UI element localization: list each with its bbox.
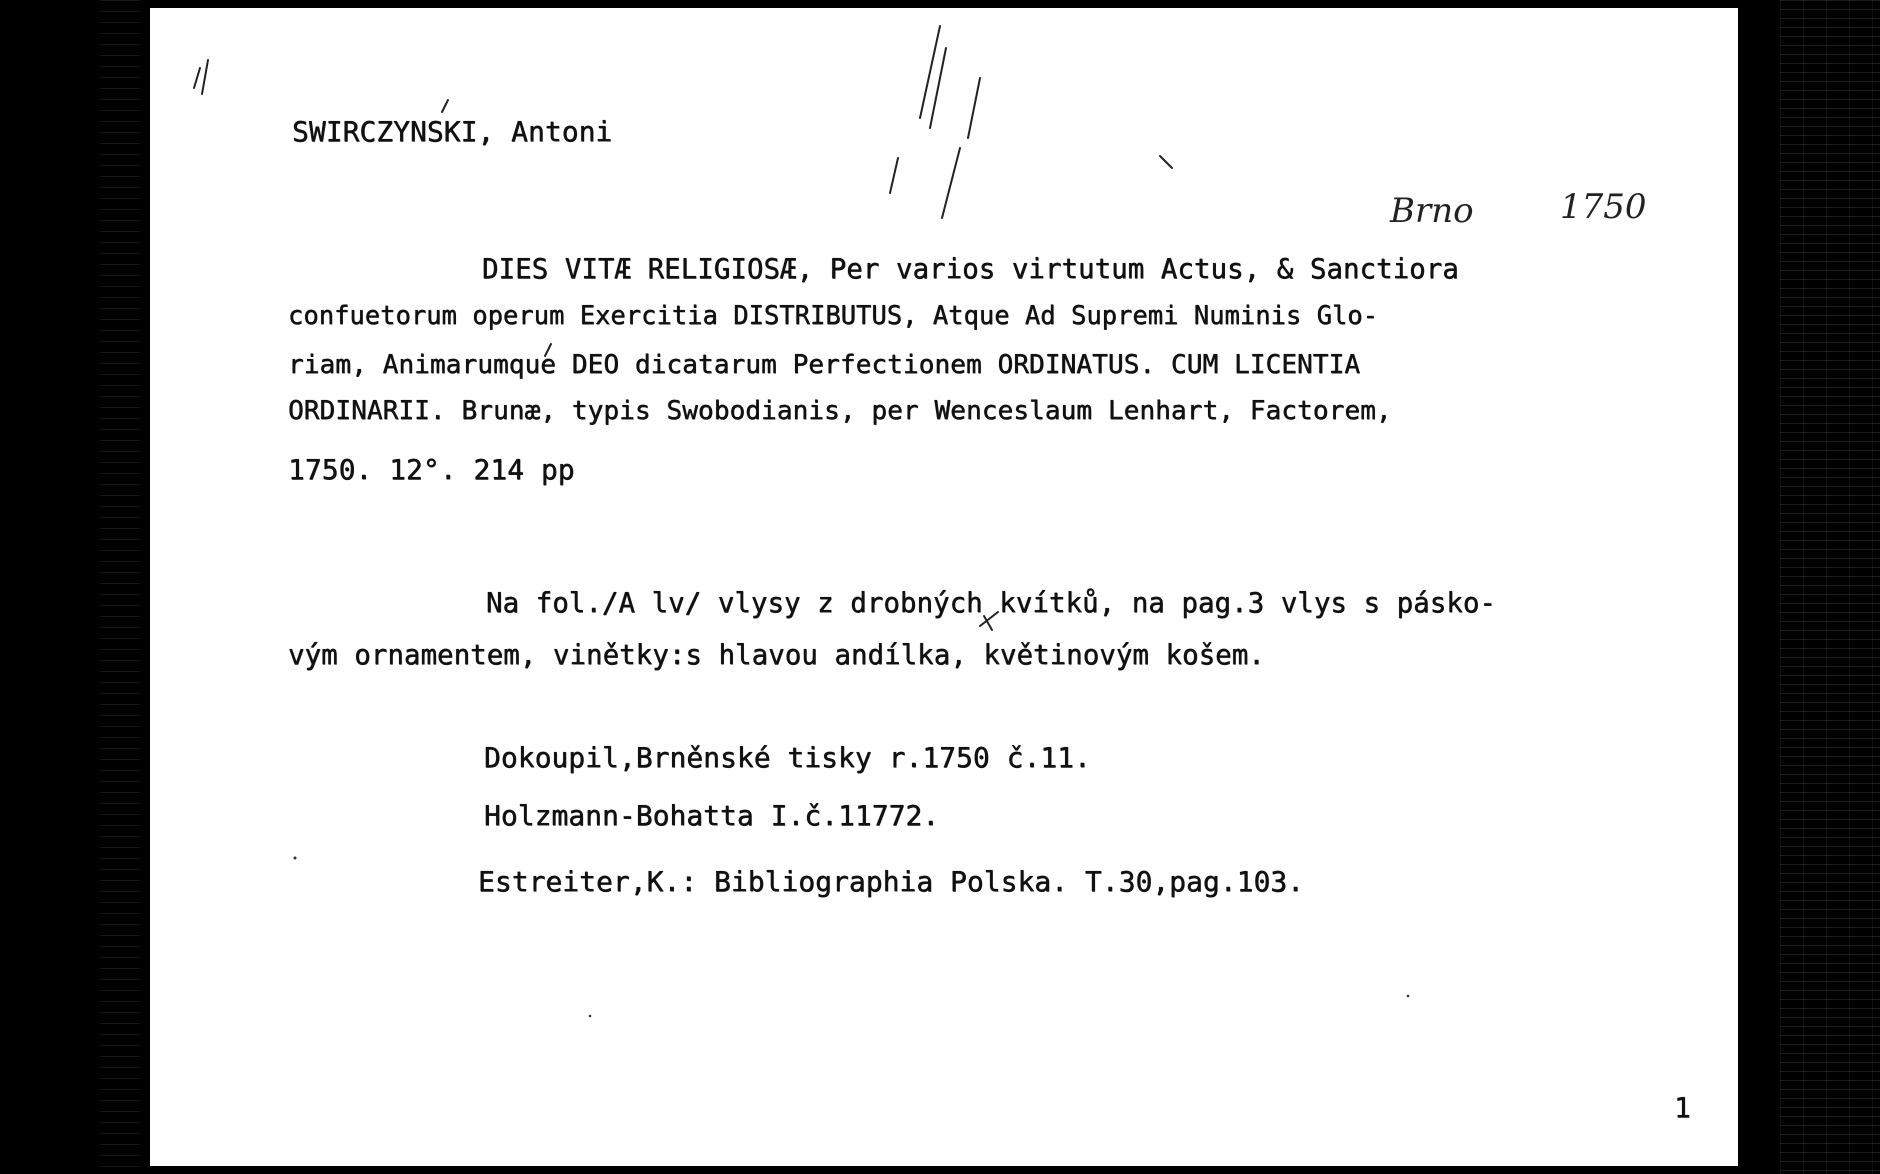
title-line: confuetorum operum Exercitia DISTRIBUTUS, Atque Ad Supremi Numinis Glo- [288, 301, 1379, 331]
reference-line: Dokoupil,Brněnské tisky r.1750 č.11. [484, 741, 1091, 774]
pen-stroke [194, 68, 200, 88]
title-line: ORDINARII. Brunæ, typis Swobodianis, per Wenceslaum Lenhart, Factorem, [288, 396, 1392, 426]
scan-edge-noise-left [100, 0, 140, 1174]
page-number: 1 [1674, 1091, 1691, 1124]
pen-stroke [442, 100, 448, 112]
pen-stroke [890, 158, 898, 193]
catalog-card [150, 8, 1738, 1166]
pen-stroke [942, 148, 960, 218]
title-line: riam, Animarumque DEO dicatarum Perfectionem ORDINATUS. CUM LICENTIA [288, 350, 1361, 380]
handwritten-year: 1750 [1560, 187, 1647, 227]
author-heading: SWIRCZYNSKI, Antoni [292, 115, 613, 148]
pen-stroke [920, 26, 940, 118]
note-line: Na fol./A lv/ vlysy z drobných kvítků, na pag.3 vlys s pásko- [486, 587, 1496, 619]
pen-stroke [930, 48, 946, 128]
reference-line: Estreiter,K.: Bibliographia Polska. T.30,pag.103. [478, 865, 1305, 898]
pen-stroke [968, 78, 980, 138]
scan-edge-noise-right [1780, 0, 1880, 1174]
title-line: 1750. 12°. 214 pp [288, 453, 575, 486]
pen-stroke [202, 60, 208, 94]
note-line: vým ornamentem, vinětky:s hlavou andílka, květinovým košem. [288, 639, 1265, 671]
pen-stroke [1160, 156, 1172, 168]
handwritten-place: Brno [1390, 191, 1474, 231]
title-line: DIES VITÆ RELIGIOSÆ, Per varios virtutum Actus, & Sanctiora [482, 253, 1459, 285]
reference-line: Holzmann-Bohatta I.č.11772. [484, 799, 940, 832]
